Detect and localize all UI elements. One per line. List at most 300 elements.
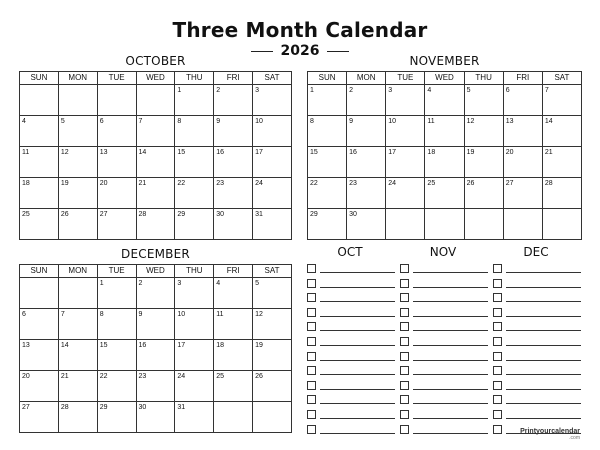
day-number: 9: [216, 118, 221, 125]
week-row: [308, 85, 582, 116]
write-in-line: [506, 389, 581, 390]
checkbox[interactable]: [400, 293, 409, 302]
day-number: [20, 85, 58, 86]
day-number: 8: [99, 311, 104, 318]
day-number: 18: [216, 342, 225, 349]
calendar-grid-december: [19, 264, 292, 433]
checkbox[interactable]: [493, 425, 502, 434]
day-number: 30: [349, 211, 357, 218]
day-cell: [253, 116, 292, 147]
write-in-line: [506, 403, 581, 404]
weekday-header: SUN: [20, 72, 59, 85]
write-in-line: [413, 418, 488, 419]
checklist-item: [400, 321, 488, 333]
write-in-line: [320, 374, 395, 375]
day-number: 1: [177, 87, 182, 94]
checklist-title-oct: OCT: [337, 245, 363, 259]
day-number: 26: [60, 211, 69, 218]
checkbox[interactable]: [307, 381, 316, 390]
day-number: 5: [255, 280, 259, 287]
day-cell: [175, 309, 214, 340]
calendar-grid-october: [19, 71, 292, 240]
write-in-line: [413, 433, 488, 434]
day-cell: [58, 402, 97, 433]
write-in-line: [506, 287, 581, 288]
day-number: 24: [255, 180, 263, 187]
checklist-item: [307, 351, 395, 363]
weekday-header: MON: [347, 72, 386, 85]
day-cell: [175, 402, 214, 433]
day-number: 19: [255, 342, 263, 349]
checkbox[interactable]: [400, 264, 409, 273]
month-title-november: NOVEMBER: [409, 54, 480, 68]
weekday-header: WED: [136, 72, 175, 85]
day-number: [425, 209, 463, 210]
day-cell: [136, 278, 175, 309]
weekday-header-row: [20, 265, 292, 278]
write-in-line: [320, 418, 395, 419]
day-number: 8: [310, 118, 314, 125]
checkbox[interactable]: [493, 279, 502, 288]
write-in-line: [413, 360, 488, 361]
day-cell: [97, 116, 136, 147]
checklist-item: [400, 292, 488, 304]
day-number: 27: [99, 211, 108, 218]
checkbox[interactable]: [400, 322, 409, 331]
write-in-line: [506, 345, 581, 346]
checkbox[interactable]: [493, 395, 502, 404]
checkbox[interactable]: [493, 410, 502, 419]
day-number: 27: [505, 180, 514, 187]
day-cell: [308, 85, 347, 116]
checklist-item: [493, 380, 581, 392]
day-cell: [214, 309, 253, 340]
day-number: 19: [60, 180, 69, 187]
day-number: 1: [310, 87, 314, 94]
day-number: 9: [349, 118, 354, 125]
checklist-item: [493, 394, 581, 406]
checklist-item: [400, 278, 488, 290]
write-in-line: [506, 418, 581, 419]
checkbox[interactable]: [307, 337, 316, 346]
day-cell: [503, 116, 542, 147]
day-cell: [58, 278, 97, 309]
day-number: 8: [177, 118, 182, 125]
day-number: [253, 402, 291, 403]
write-in-line: [506, 360, 581, 361]
day-number: 13: [22, 342, 30, 349]
day-number: 11: [22, 149, 30, 156]
write-in-line: [506, 301, 581, 302]
checkbox[interactable]: [400, 337, 409, 346]
day-number: 21: [60, 373, 69, 380]
write-in-line: [413, 330, 488, 331]
day-cell: [136, 116, 175, 147]
write-in-line: [413, 389, 488, 390]
checklist-item: [307, 278, 395, 290]
checkbox[interactable]: [307, 279, 316, 288]
day-number: 2: [349, 87, 354, 94]
day-cell: [20, 147, 59, 178]
day-cell: [175, 278, 214, 309]
checklist-item: [307, 394, 395, 406]
day-cell: [58, 209, 97, 240]
write-in-line: [320, 330, 395, 331]
day-number: 30: [216, 211, 225, 218]
day-number: 16: [349, 149, 357, 156]
day-cell: [542, 147, 581, 178]
checkbox[interactable]: [493, 308, 502, 317]
day-cell: [308, 209, 347, 240]
year-divider-left: [251, 51, 273, 52]
day-cell: [347, 209, 386, 240]
day-cell: [97, 178, 136, 209]
day-number: 3: [255, 87, 259, 94]
week-row: [20, 278, 292, 309]
day-number: 25: [22, 211, 30, 218]
day-cell: [425, 85, 464, 116]
day-number: 7: [138, 118, 143, 125]
checkbox[interactable]: [400, 308, 409, 317]
day-number: 6: [99, 118, 104, 125]
week-row: [20, 178, 292, 209]
checklist-item: [307, 365, 395, 377]
day-number: 25: [427, 180, 436, 187]
day-number: 12: [255, 311, 263, 318]
day-cell: [347, 116, 386, 147]
write-in-line: [413, 374, 488, 375]
write-in-line: [506, 316, 581, 317]
day-number: 22: [99, 373, 108, 380]
day-number: 6: [505, 87, 510, 94]
week-row: [308, 147, 582, 178]
year-label: 2026: [280, 43, 320, 59]
checkbox[interactable]: [307, 308, 316, 317]
checkbox[interactable]: [307, 264, 316, 273]
day-number: 28: [138, 211, 147, 218]
day-cell: [503, 147, 542, 178]
week-row: [20, 402, 292, 433]
day-cell: [58, 371, 97, 402]
checkbox[interactable]: [400, 366, 409, 375]
day-cell: [214, 402, 253, 433]
day-number: 22: [177, 180, 186, 187]
day-cell: [253, 402, 292, 433]
day-number: [386, 209, 424, 210]
month-title-december: DECEMBER: [121, 247, 190, 261]
day-cell: [386, 147, 425, 178]
year-divider-right: [327, 51, 349, 52]
day-number: [59, 85, 97, 86]
day-cell: [97, 371, 136, 402]
day-cell: [464, 209, 503, 240]
checklist-item: [307, 424, 395, 436]
write-in-line: [413, 301, 488, 302]
day-cell: [20, 209, 59, 240]
day-number: 3: [388, 87, 393, 94]
checklist-item: [400, 409, 488, 421]
day-number: [98, 85, 136, 86]
write-in-line: [320, 272, 395, 273]
write-in-line: [413, 287, 488, 288]
day-number: 15: [310, 149, 318, 156]
day-cell: [97, 340, 136, 371]
weekday-header: MON: [58, 72, 97, 85]
checkbox[interactable]: [493, 322, 502, 331]
day-number: 23: [349, 180, 357, 187]
weekday-header: THU: [175, 72, 214, 85]
day-cell: [214, 340, 253, 371]
day-cell: [175, 340, 214, 371]
day-number: 20: [22, 373, 30, 380]
checkbox[interactable]: [493, 264, 502, 273]
day-cell: [386, 209, 425, 240]
day-cell: [425, 147, 464, 178]
day-number: [214, 402, 252, 403]
checkbox[interactable]: [493, 337, 502, 346]
day-cell: [136, 209, 175, 240]
checklist-item: [493, 365, 581, 377]
day-number: 2: [216, 87, 221, 94]
day-number: 17: [255, 149, 263, 156]
checkbox[interactable]: [400, 425, 409, 434]
checkbox[interactable]: [493, 381, 502, 390]
day-number: 22: [310, 180, 318, 187]
write-in-line: [413, 316, 488, 317]
day-number: 26: [466, 180, 475, 187]
checkbox[interactable]: [307, 352, 316, 361]
day-cell: [253, 209, 292, 240]
day-number: 23: [138, 373, 147, 380]
write-in-line: [320, 316, 395, 317]
day-cell: [503, 209, 542, 240]
day-number: 17: [177, 342, 186, 349]
day-cell: [214, 147, 253, 178]
day-number: 4: [216, 280, 221, 287]
brand-suffix: .com: [569, 435, 580, 441]
day-number: 9: [138, 311, 143, 318]
day-cell: [58, 309, 97, 340]
day-number: 20: [99, 180, 108, 187]
write-in-line: [413, 272, 488, 273]
day-number: 7: [60, 311, 65, 318]
day-cell: [386, 116, 425, 147]
day-cell: [20, 402, 59, 433]
week-row: [20, 209, 292, 240]
day-cell: [136, 371, 175, 402]
checklist-item: [400, 351, 488, 363]
checklist-item: [307, 380, 395, 392]
day-cell: [308, 116, 347, 147]
checkbox[interactable]: [400, 381, 409, 390]
day-cell: [175, 85, 214, 116]
day-number: 4: [22, 118, 26, 125]
day-number: 7: [544, 87, 549, 94]
day-cell: [136, 402, 175, 433]
checklist-item: [493, 336, 581, 348]
day-cell: [464, 178, 503, 209]
write-in-line: [320, 403, 395, 404]
write-in-line: [320, 287, 395, 288]
checkbox[interactable]: [307, 293, 316, 302]
day-cell: [253, 178, 292, 209]
weekday-header: WED: [425, 72, 464, 85]
weekday-header: FRI: [214, 265, 253, 278]
day-number: 20: [505, 149, 514, 156]
day-number: 13: [99, 149, 108, 156]
day-number: 18: [427, 149, 436, 156]
day-cell: [97, 278, 136, 309]
day-number: 10: [388, 118, 397, 125]
day-cell: [253, 340, 292, 371]
day-cell: [214, 178, 253, 209]
day-number: 11: [427, 118, 435, 125]
day-number: 28: [544, 180, 553, 187]
day-number: 26: [255, 373, 263, 380]
write-in-line: [506, 330, 581, 331]
weekday-header-row: [20, 72, 292, 85]
write-in-line: [320, 389, 395, 390]
checkbox[interactable]: [493, 352, 502, 361]
day-number: 24: [388, 180, 397, 187]
day-number: 15: [177, 149, 186, 156]
checklist-item: [493, 292, 581, 304]
brand-name: Printyourcalendar: [520, 428, 580, 435]
day-cell: [542, 178, 581, 209]
day-number: 10: [177, 311, 186, 318]
day-cell: [425, 178, 464, 209]
day-cell: [464, 85, 503, 116]
checklist-item: [493, 409, 581, 421]
write-in-line: [320, 301, 395, 302]
checklist-title-dec: DEC: [523, 245, 549, 259]
write-in-line: [320, 345, 395, 346]
day-number: 14: [544, 118, 553, 125]
checkbox[interactable]: [307, 395, 316, 404]
day-cell: [425, 116, 464, 147]
checklist-item: [307, 292, 395, 304]
week-row: [308, 116, 582, 147]
checkbox[interactable]: [493, 293, 502, 302]
checklist-item: [400, 336, 488, 348]
day-cell: [503, 178, 542, 209]
day-number: 6: [22, 311, 26, 318]
checklist-item: [400, 394, 488, 406]
day-number: 30: [138, 404, 147, 411]
weekday-header: MON: [58, 265, 97, 278]
day-number: [20, 278, 58, 279]
checkbox[interactable]: [307, 410, 316, 419]
day-cell: [253, 309, 292, 340]
checkbox[interactable]: [400, 352, 409, 361]
day-cell: [20, 371, 59, 402]
day-cell: [253, 371, 292, 402]
day-cell: [20, 178, 59, 209]
checklist-item: [307, 409, 395, 421]
day-cell: [464, 147, 503, 178]
day-number: 16: [216, 149, 225, 156]
day-cell: [175, 178, 214, 209]
day-cell: [308, 147, 347, 178]
day-cell: [542, 85, 581, 116]
checkbox[interactable]: [307, 366, 316, 375]
day-cell: [386, 178, 425, 209]
brand-logo: [520, 428, 580, 441]
day-number: 12: [466, 118, 475, 125]
week-row: [20, 147, 292, 178]
weekday-header: SUN: [308, 72, 347, 85]
checklist-item: [307, 263, 395, 275]
day-number: 12: [60, 149, 69, 156]
day-cell: [97, 309, 136, 340]
checkbox[interactable]: [307, 425, 316, 434]
day-cell: [136, 309, 175, 340]
day-number: [465, 209, 503, 210]
checkbox[interactable]: [493, 366, 502, 375]
checkbox[interactable]: [400, 395, 409, 404]
weekday-header: SUN: [20, 265, 59, 278]
day-cell: [97, 147, 136, 178]
day-cell: [175, 147, 214, 178]
day-cell: [503, 85, 542, 116]
day-number: 10: [255, 118, 263, 125]
day-number: [543, 209, 581, 210]
day-cell: [308, 178, 347, 209]
day-number: 1: [99, 280, 104, 287]
day-number: 25: [216, 373, 225, 380]
write-in-line: [413, 345, 488, 346]
day-number: [137, 85, 175, 86]
day-cell: [347, 85, 386, 116]
day-cell: [175, 116, 214, 147]
week-row: [20, 309, 292, 340]
day-cell: [20, 340, 59, 371]
day-number: 15: [99, 342, 108, 349]
checklist-item: [493, 307, 581, 319]
day-cell: [58, 340, 97, 371]
checklist-item: [400, 380, 488, 392]
day-cell: [136, 85, 175, 116]
weekday-header: TUE: [386, 72, 425, 85]
weekday-header: THU: [175, 265, 214, 278]
weekday-header: SAT: [253, 72, 292, 85]
day-number: 13: [505, 118, 514, 125]
checkbox[interactable]: [400, 410, 409, 419]
day-cell: [253, 85, 292, 116]
day-number: 4: [427, 87, 432, 94]
day-cell: [97, 209, 136, 240]
checkbox[interactable]: [307, 322, 316, 331]
write-in-line: [506, 374, 581, 375]
weekday-header: TUE: [97, 265, 136, 278]
week-row: [20, 371, 292, 402]
write-in-line: [320, 360, 395, 361]
day-cell: [20, 278, 59, 309]
week-row: [308, 178, 582, 209]
week-row: [308, 209, 582, 240]
day-cell: [253, 278, 292, 309]
day-number: 11: [216, 311, 224, 318]
day-number: 31: [177, 404, 186, 411]
day-number: 2: [138, 280, 143, 287]
checkbox[interactable]: [400, 279, 409, 288]
weekday-header: FRI: [503, 72, 542, 85]
month-title-october: OCTOBER: [125, 54, 186, 68]
day-cell: [136, 147, 175, 178]
write-in-line: [413, 403, 488, 404]
day-cell: [175, 371, 214, 402]
day-cell: [542, 116, 581, 147]
